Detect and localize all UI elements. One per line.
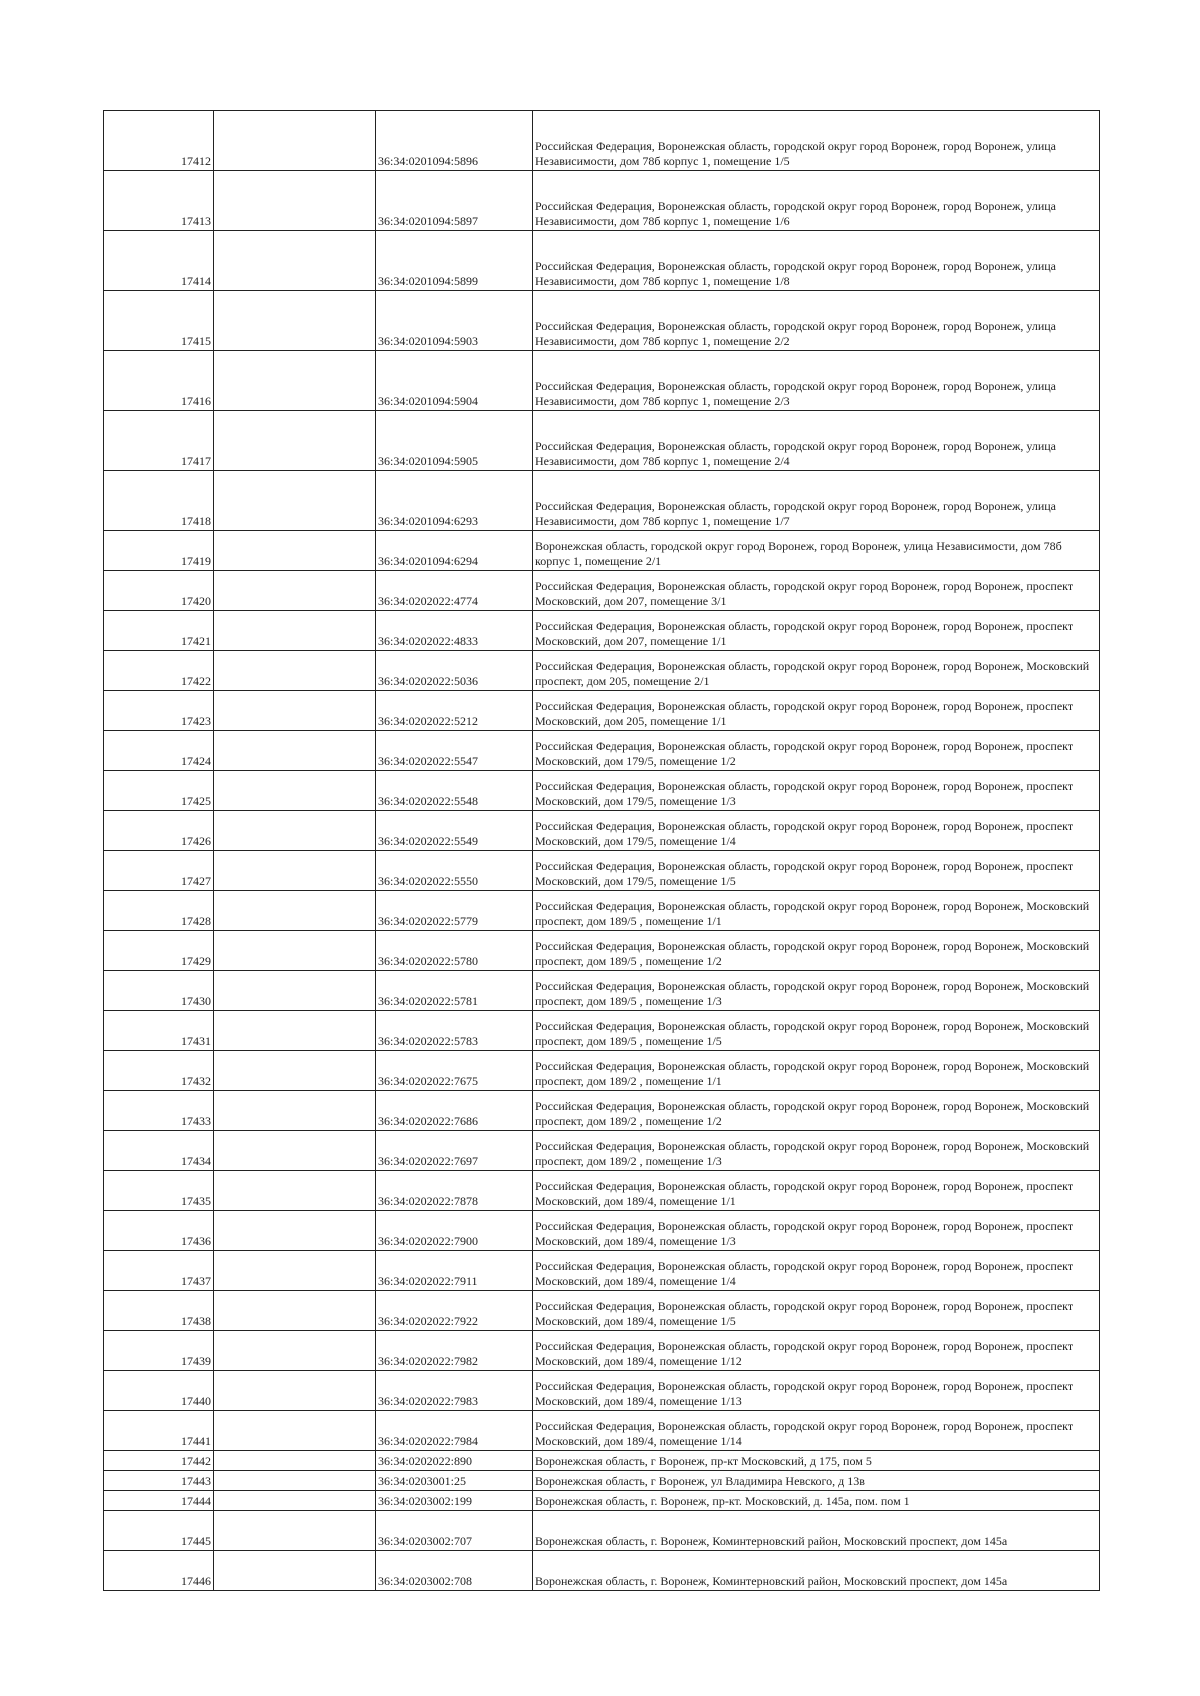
table-row xyxy=(104,931,1100,971)
blank-cell xyxy=(214,1371,376,1411)
cadastral-number-cell: 36:34:0202022:5550 xyxy=(376,851,533,891)
address-cell: Воронежская область, г Воронеж, пр-кт Московский, д 175, пом 5 xyxy=(533,1451,1100,1471)
cadastral-number-cell: 36:34:0201094:5905 xyxy=(376,411,533,471)
address-cell: Российская Федерация, Воронежская область, городской округ город Воронеж, город Воронеж, проспект Московский, дом 207, помещение 1/1 xyxy=(533,611,1100,651)
table-row xyxy=(104,811,1100,851)
blank-cell xyxy=(214,651,376,691)
address-cell: Воронежская область, г. Воронеж, Коминтерновский район, Московский проспект, дом 145а xyxy=(533,1551,1100,1591)
address-cell: Российская Федерация, Воронежская область, городской округ город Воронеж, город Воронеж, Московский проспект, дом 189/2 , помещение 1/1 xyxy=(533,1051,1100,1091)
row-number-cell: 17437 xyxy=(104,1251,214,1291)
cadastral-number-cell: 36:34:0202022:7878 xyxy=(376,1171,533,1211)
row-number-cell: 17418 xyxy=(104,471,214,531)
blank-cell xyxy=(214,111,376,171)
cadastral-number-cell: 36:34:0202022:7922 xyxy=(376,1291,533,1331)
blank-cell xyxy=(214,171,376,231)
blank-cell xyxy=(214,691,376,731)
table-row xyxy=(104,1331,1100,1371)
address-cell: Российская Федерация, Воронежская область, городской округ город Воронеж, город Воронеж, проспект Московский, дом 189/4, помещение 1/14 xyxy=(533,1411,1100,1451)
cadastral-number-cell: 36:34:0202022:5549 xyxy=(376,811,533,851)
address-cell: Российская Федерация, Воронежская область, городской округ город Воронеж, город Воронеж, проспект Московский, дом 205, помещение 1/1 xyxy=(533,691,1100,731)
address-cell: Российская Федерация, Воронежская область, городской округ город Воронеж, город Воронеж, Московский проспект, дом 189/5 , помещение 1/5 xyxy=(533,1011,1100,1051)
table-row xyxy=(104,971,1100,1011)
row-number-cell: 17434 xyxy=(104,1131,214,1171)
cadastral-number-cell: 36:34:0202022:5212 xyxy=(376,691,533,731)
cadastral-number-cell: 36:34:0201094:5904 xyxy=(376,351,533,411)
address-cell: Российская Федерация, Воронежская область, городской округ город Воронеж, город Воронеж, проспект Московский, дом 189/4, помещение 1/12 xyxy=(533,1331,1100,1371)
table-row xyxy=(104,1451,1100,1471)
blank-cell xyxy=(214,411,376,471)
cadastral-number-cell: 36:34:0202022:5779 xyxy=(376,891,533,931)
cadastral-number-cell: 36:34:0201094:6293 xyxy=(376,471,533,531)
cadastral-number-cell: 36:34:0202022:7984 xyxy=(376,1411,533,1451)
table-row xyxy=(104,1491,1100,1511)
address-cell: Российская Федерация, Воронежская область, городской округ город Воронеж, город Воронеж, улица Независимости, дом 78б корпус 1, помещение 2/2 xyxy=(533,291,1100,351)
cadastral-number-cell: 36:34:0203002:707 xyxy=(376,1511,533,1551)
blank-cell xyxy=(214,1091,376,1131)
cadastral-number-cell: 36:34:0202022:7900 xyxy=(376,1211,533,1251)
address-cell: Воронежская область, г Воронеж, ул Владимира Невского, д 13в xyxy=(533,1471,1100,1491)
table-row xyxy=(104,111,1100,171)
address-cell: Российская Федерация, Воронежская область, городской округ город Воронеж, город Воронеж, проспект Московский, дом 189/4, помещение 1/3 xyxy=(533,1211,1100,1251)
table-row xyxy=(104,1131,1100,1171)
row-number-cell: 17442 xyxy=(104,1451,214,1471)
table-row xyxy=(104,651,1100,691)
cadastral-number-cell: 36:34:0202022:5548 xyxy=(376,771,533,811)
cadastral-number-cell: 36:34:0203002:708 xyxy=(376,1551,533,1591)
address-cell: Российская Федерация, Воронежская область, городской округ город Воронеж, город Воронеж, проспект Московский, дом 207, помещение 3/1 xyxy=(533,571,1100,611)
row-number-cell: 17416 xyxy=(104,351,214,411)
blank-cell xyxy=(214,1471,376,1491)
address-cell: Российская Федерация, Воронежская область, городской округ город Воронеж, город Воронеж, улица Независимости, дом 78б корпус 1, помещение 2/3 xyxy=(533,351,1100,411)
row-number-cell: 17435 xyxy=(104,1171,214,1211)
table-row xyxy=(104,1171,1100,1211)
address-cell: Российская Федерация, Воронежская область, городской округ город Воронеж, город Воронеж, проспект Московский, дом 179/5, помещение 1/2 xyxy=(533,731,1100,771)
blank-cell xyxy=(214,231,376,291)
address-cell: Российская Федерация, Воронежская область, городской округ город Воронеж, город Воронеж, Московский проспект, дом 189/5 , помещение 1/2 xyxy=(533,931,1100,971)
address-cell: Российская Федерация, Воронежская область, городской округ город Воронеж, город Воронеж, проспект Московский, дом 179/5, помещение 1/4 xyxy=(533,811,1100,851)
row-number-cell: 17420 xyxy=(104,571,214,611)
row-number-cell: 17426 xyxy=(104,811,214,851)
blank-cell xyxy=(214,1511,376,1551)
row-number-cell: 17443 xyxy=(104,1471,214,1491)
blank-cell xyxy=(214,1551,376,1591)
row-number-cell: 17412 xyxy=(104,111,214,171)
blank-cell xyxy=(214,1171,376,1211)
blank-cell xyxy=(214,1131,376,1171)
table-row xyxy=(104,411,1100,471)
table-row xyxy=(104,1011,1100,1051)
address-cell: Российская Федерация, Воронежская область, городской округ город Воронеж, город Воронеж, улица Независимости, дом 78б корпус 1, помещение 2/4 xyxy=(533,411,1100,471)
blank-cell xyxy=(214,971,376,1011)
address-cell: Российская Федерация, Воронежская область, городской округ город Воронеж, город Воронеж, проспект Московский, дом 179/5, помещение 1/3 xyxy=(533,771,1100,811)
cadastral-number-cell: 36:34:0202022:890 xyxy=(376,1451,533,1471)
table-row xyxy=(104,1091,1100,1131)
registry-table xyxy=(103,110,1100,1591)
cadastral-number-cell: 36:34:0201094:5897 xyxy=(376,171,533,231)
address-cell: Российская Федерация, Воронежская область, городской округ город Воронеж, город Воронеж, Московский проспект, дом 189/2 , помещение 1/2 xyxy=(533,1091,1100,1131)
row-number-cell: 17419 xyxy=(104,531,214,571)
row-number-cell: 17428 xyxy=(104,891,214,931)
table-row xyxy=(104,1411,1100,1451)
table-row xyxy=(104,1471,1100,1491)
blank-cell xyxy=(214,291,376,351)
cadastral-number-cell: 36:34:0202022:7697 xyxy=(376,1131,533,1171)
address-cell: Российская Федерация, Воронежская область, городской округ город Воронеж, город Воронеж, улица Независимости, дом 78б корпус 1, помещение 1/6 xyxy=(533,171,1100,231)
blank-cell xyxy=(214,811,376,851)
row-number-cell: 17421 xyxy=(104,611,214,651)
table-row xyxy=(104,351,1100,411)
blank-cell xyxy=(214,851,376,891)
cadastral-number-cell: 36:34:0202022:7686 xyxy=(376,1091,533,1131)
cadastral-number-cell: 36:34:0201094:6294 xyxy=(376,531,533,571)
row-number-cell: 17424 xyxy=(104,731,214,771)
blank-cell xyxy=(214,771,376,811)
address-cell: Российская Федерация, Воронежская область, городской округ город Воронеж, город Воронеж, улица Независимости, дом 78б корпус 1, помещение 1/5 xyxy=(533,111,1100,171)
table-row xyxy=(104,771,1100,811)
row-number-cell: 17440 xyxy=(104,1371,214,1411)
table-row xyxy=(104,691,1100,731)
table-row xyxy=(104,1211,1100,1251)
table-row xyxy=(104,1291,1100,1331)
row-number-cell: 17433 xyxy=(104,1091,214,1131)
table-row xyxy=(104,1551,1100,1591)
blank-cell xyxy=(214,531,376,571)
cadastral-number-cell: 36:34:0201094:5903 xyxy=(376,291,533,351)
address-cell: Воронежская область, г. Воронеж, Коминтерновский район, Московский проспект, дом 145а xyxy=(533,1511,1100,1551)
blank-cell xyxy=(214,931,376,971)
row-number-cell: 17431 xyxy=(104,1011,214,1051)
blank-cell xyxy=(214,571,376,611)
row-number-cell: 17432 xyxy=(104,1051,214,1091)
table-row xyxy=(104,731,1100,771)
address-cell: Российская Федерация, Воронежская область, городской округ город Воронеж, город Воронеж, проспект Московский, дом 189/4, помещение 1/5 xyxy=(533,1291,1100,1331)
row-number-cell: 17441 xyxy=(104,1411,214,1451)
blank-cell xyxy=(214,1331,376,1371)
address-cell: Воронежская область, городской округ город Воронеж, город Воронеж, улица Независимости, дом 78б корпус 1, помещение 2/1 xyxy=(533,531,1100,571)
cadastral-number-cell: 36:34:0201094:5899 xyxy=(376,231,533,291)
row-number-cell: 17438 xyxy=(104,1291,214,1331)
blank-cell xyxy=(214,1251,376,1291)
table-row xyxy=(104,891,1100,931)
table-row xyxy=(104,851,1100,891)
cadastral-number-cell: 36:34:0202022:5036 xyxy=(376,651,533,691)
row-number-cell: 17446 xyxy=(104,1551,214,1591)
table-row xyxy=(104,231,1100,291)
blank-cell xyxy=(214,1491,376,1511)
registry-table-body xyxy=(104,111,1100,1591)
table-row xyxy=(104,531,1100,571)
address-cell: Воронежская область, г. Воронеж, пр-кт. Московский, д. 145а, пом. пом 1 xyxy=(533,1491,1100,1511)
row-number-cell: 17414 xyxy=(104,231,214,291)
cadastral-number-cell: 36:34:0202022:7911 xyxy=(376,1251,533,1291)
blank-cell xyxy=(214,1291,376,1331)
blank-cell xyxy=(214,611,376,651)
cadastral-number-cell: 36:34:0202022:5780 xyxy=(376,931,533,971)
row-number-cell: 17436 xyxy=(104,1211,214,1251)
cadastral-number-cell: 36:34:0202022:7983 xyxy=(376,1371,533,1411)
blank-cell xyxy=(214,471,376,531)
row-number-cell: 17417 xyxy=(104,411,214,471)
address-cell: Российская Федерация, Воронежская область, городской округ город Воронеж, город Воронеж, проспект Московский, дом 179/5, помещение 1/5 xyxy=(533,851,1100,891)
table-row xyxy=(104,1051,1100,1091)
table-row xyxy=(104,1511,1100,1551)
row-number-cell: 17430 xyxy=(104,971,214,1011)
row-number-cell: 17444 xyxy=(104,1491,214,1511)
table-row xyxy=(104,1251,1100,1291)
cadastral-number-cell: 36:34:0202022:7982 xyxy=(376,1331,533,1371)
table-row xyxy=(104,471,1100,531)
blank-cell xyxy=(214,1011,376,1051)
address-cell: Российская Федерация, Воронежская область, городской округ город Воронеж, город Воронеж, Московский проспект, дом 205, помещение 2/1 xyxy=(533,651,1100,691)
cadastral-number-cell: 36:34:0202022:5547 xyxy=(376,731,533,771)
table-row xyxy=(104,571,1100,611)
row-number-cell: 17413 xyxy=(104,171,214,231)
blank-cell xyxy=(214,731,376,771)
row-number-cell: 17425 xyxy=(104,771,214,811)
blank-cell xyxy=(214,1411,376,1451)
address-cell: Российская Федерация, Воронежская область, городской округ город Воронеж, город Воронеж, проспект Московский, дом 189/4, помещение 1/13 xyxy=(533,1371,1100,1411)
cadastral-number-cell: 36:34:0202022:4774 xyxy=(376,571,533,611)
address-cell: Российская Федерация, Воронежская область, городской округ город Воронеж, город Воронеж, улица Независимости, дом 78б корпус 1, помещение 1/7 xyxy=(533,471,1100,531)
address-cell: Российская Федерация, Воронежская область, городской округ город Воронеж, город Воронеж, улица Независимости, дом 78б корпус 1, помещение 1/8 xyxy=(533,231,1100,291)
address-cell: Российская Федерация, Воронежская область, городской округ город Воронеж, город Воронеж, проспект Московский, дом 189/4, помещение 1/4 xyxy=(533,1251,1100,1291)
table-row xyxy=(104,291,1100,351)
address-cell: Российская Федерация, Воронежская область, городской округ город Воронеж, город Воронеж, проспект Московский, дом 189/4, помещение 1/1 xyxy=(533,1171,1100,1211)
cadastral-number-cell: 36:34:0203002:199 xyxy=(376,1491,533,1511)
row-number-cell: 17422 xyxy=(104,651,214,691)
row-number-cell: 17423 xyxy=(104,691,214,731)
cadastral-number-cell: 36:34:0202022:5781 xyxy=(376,971,533,1011)
row-number-cell: 17445 xyxy=(104,1511,214,1551)
blank-cell xyxy=(214,1211,376,1251)
blank-cell xyxy=(214,1451,376,1471)
blank-cell xyxy=(214,891,376,931)
table-row xyxy=(104,171,1100,231)
table-row xyxy=(104,1371,1100,1411)
row-number-cell: 17429 xyxy=(104,931,214,971)
blank-cell xyxy=(214,1051,376,1091)
table-row xyxy=(104,611,1100,651)
cadastral-number-cell: 36:34:0201094:5896 xyxy=(376,111,533,171)
address-cell: Российская Федерация, Воронежская область, городской округ город Воронеж, город Воронеж, Московский проспект, дом 189/2 , помещение 1/3 xyxy=(533,1131,1100,1171)
cadastral-number-cell: 36:34:0202022:4833 xyxy=(376,611,533,651)
cadastral-number-cell: 36:34:0202022:7675 xyxy=(376,1051,533,1091)
row-number-cell: 17427 xyxy=(104,851,214,891)
blank-cell xyxy=(214,351,376,411)
row-number-cell: 17439 xyxy=(104,1331,214,1371)
address-cell: Российская Федерация, Воронежская область, городской округ город Воронеж, город Воронеж, Московский проспект, дом 189/5 , помещение 1/1 xyxy=(533,891,1100,931)
cadastral-number-cell: 36:34:0202022:5783 xyxy=(376,1011,533,1051)
cadastral-number-cell: 36:34:0203001:25 xyxy=(376,1471,533,1491)
address-cell: Российская Федерация, Воронежская область, городской округ город Воронеж, город Воронеж, Московский проспект, дом 189/5 , помещение 1/3 xyxy=(533,971,1100,1011)
row-number-cell: 17415 xyxy=(104,291,214,351)
